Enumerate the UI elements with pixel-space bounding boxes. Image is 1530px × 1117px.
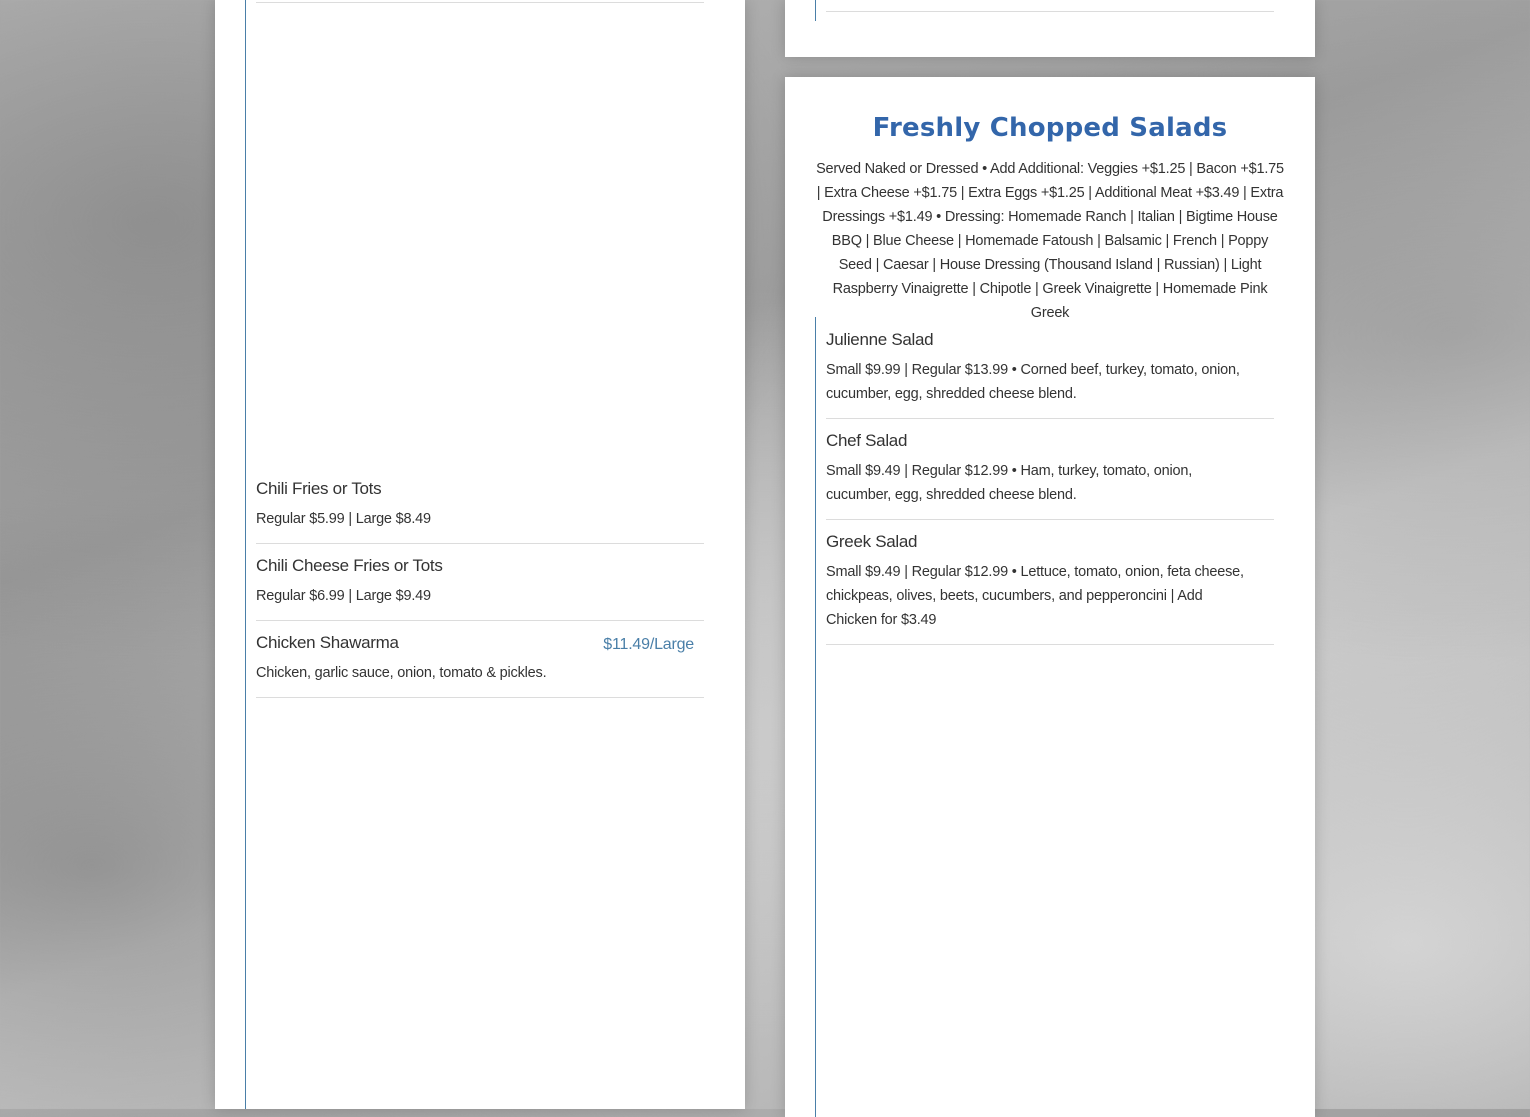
- menu-item-description: Chicken, garlic sauce, onion, tomato & pickles.: [256, 665, 547, 681]
- menu-item-description: Small $9.99 | Regular $13.99 • Corned beef, turkey, tomato, onion, cucumber, egg, shredded cheese blend.: [826, 362, 1240, 402]
- menu-item-description: Regular $5.99 | Large $8.49: [256, 511, 431, 527]
- menu-item-name: Julienne Salad: [826, 330, 934, 349]
- menu-item: [826, 318, 1274, 419]
- menu-item-description: Regular $6.99 | Large $9.49: [256, 588, 431, 604]
- menu-item-list: [256, 467, 704, 698]
- section-title: Freshly Chopped Salads: [872, 113, 1228, 143]
- menu-item-price: $11.49/Large: [603, 636, 694, 653]
- divider: [826, 11, 1274, 12]
- menu-item: [256, 467, 704, 544]
- accent-line: [815, 317, 816, 1117]
- menu-panel-right-top: [785, 0, 1315, 57]
- menu-item-name: Chicken Shawarma: [256, 633, 399, 652]
- menu-item: [256, 544, 704, 621]
- menu-item: [826, 520, 1274, 645]
- accent-line: [815, 0, 816, 21]
- menu-item: [256, 621, 704, 698]
- salad-item-list: [826, 318, 1274, 645]
- accent-line: [245, 0, 246, 1109]
- menu-item-description: Small $9.49 | Regular $12.99 • Lettuce, tomato, onion, feta cheese, chickpeas, olives, beets, cucumbers, and pepperoncini | Add Chicken for $3.49: [826, 564, 1244, 628]
- menu-panel-left: [215, 0, 745, 1109]
- divider: [256, 2, 704, 3]
- menu-item-name: Greek Salad: [826, 532, 918, 551]
- section-description: Served Naked or Dressed • Add Additional: Veggies +$1.25 | Bacon +$1.75 | Extra Cheese +$1.75 | Extra Eggs +$1.25 | Additional Meat +$3.49 | Extra Dressings +$1.49 • Dressing: Homemade Ranch | Italian | Bigtime House BBQ | Blue Cheese | Homemade Fatoush | Balsamic | French | Poppy Seed | Caesar | House Dressing (Thousand Island | Russian) | Light Raspberry Vinaigrette | Chipotle | Greek Vinaigrette | Homemade Pink Greek: [816, 161, 1284, 321]
- menu-item-name: Chef Salad: [826, 431, 908, 450]
- menu-item-name: Chili Fries or Tots: [256, 479, 382, 498]
- menu-item-name: Chili Cheese Fries or Tots: [256, 556, 443, 575]
- menu-item: [826, 419, 1274, 520]
- salads-section: [785, 77, 1315, 1117]
- menu-item-description: Small $9.49 | Regular $12.99 • Ham, turkey, tomato, onion, cucumber, egg, shredded cheese blend.: [826, 463, 1193, 503]
